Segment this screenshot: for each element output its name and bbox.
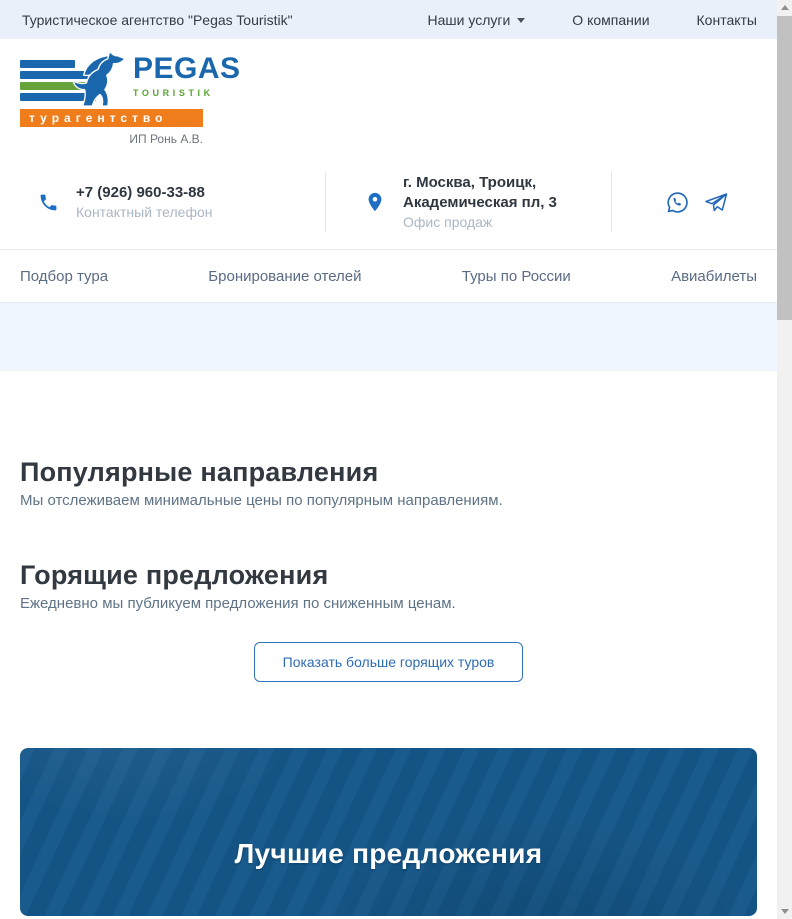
header bbox=[0, 39, 777, 232]
whatsapp-button[interactable] bbox=[664, 189, 690, 215]
main-content bbox=[0, 371, 777, 682]
hot-offers-title: Горящие предложения bbox=[20, 560, 329, 590]
chevron-down-icon bbox=[517, 18, 525, 23]
phone-label: Контактный телефон bbox=[76, 204, 213, 220]
topbar bbox=[0, 0, 777, 39]
phone-number[interactable]: +7 (926) 960-33-88 bbox=[76, 184, 205, 201]
address-label: Офис продаж bbox=[403, 214, 493, 230]
topnav-services-label: Наши услуги bbox=[427, 11, 511, 28]
topnav-about-label: О компании bbox=[572, 11, 650, 28]
messenger-links bbox=[664, 189, 729, 215]
scroll-up-arrow-icon[interactable] bbox=[777, 0, 792, 15]
pegasus-icon bbox=[70, 50, 132, 108]
show-more-hot-tours-button[interactable]: Показать больше горящих туров bbox=[254, 642, 524, 682]
hero-band bbox=[0, 303, 777, 371]
phone-block bbox=[38, 183, 325, 221]
topnav-item-services[interactable] bbox=[428, 12, 526, 28]
address-block bbox=[364, 173, 611, 231]
phone-texts bbox=[76, 183, 212, 221]
popular-subtitle: Мы отслеживаем минимальные цены по популярным направлениям. bbox=[20, 492, 503, 509]
menu-item-air-tickets[interactable]: Авиабилеты bbox=[671, 267, 757, 285]
whatsapp-icon bbox=[665, 190, 690, 215]
menu-item-hotel-booking[interactable]: Бронирование отелей bbox=[208, 267, 362, 285]
logo-mark bbox=[20, 52, 241, 107]
divider bbox=[611, 172, 612, 232]
brand-name: PEGAS bbox=[133, 52, 241, 85]
logo-banner: турагентство bbox=[20, 109, 203, 127]
divider bbox=[325, 172, 326, 232]
address-texts bbox=[403, 173, 557, 231]
topnav-item-contacts[interactable] bbox=[697, 12, 757, 28]
scrollbar-thumb[interactable] bbox=[777, 16, 792, 320]
topnav-contacts-label: Контакты bbox=[696, 11, 757, 28]
scroll-down-arrow-icon[interactable] bbox=[777, 904, 792, 919]
address-line1: г. Москва, Троицк, bbox=[403, 174, 537, 191]
logo-owner: ИП Ронь А.В. bbox=[129, 132, 203, 146]
topbar-nav bbox=[428, 12, 757, 28]
brand-text bbox=[133, 52, 241, 98]
contact-row bbox=[20, 172, 757, 232]
show-more-wrap bbox=[20, 642, 757, 682]
main-menu bbox=[0, 249, 777, 303]
menu-item-russia-tours[interactable]: Туры по России bbox=[461, 267, 571, 285]
phone-icon bbox=[38, 192, 59, 213]
telegram-icon bbox=[703, 190, 729, 215]
address-line2: Академическая пл, 3 bbox=[403, 194, 557, 211]
agency-title: Туристическое агентство "Pegas Touristik" bbox=[22, 11, 293, 28]
popular-title: Популярные направления bbox=[20, 457, 379, 487]
best-offers-title: Лучшие предложения bbox=[234, 838, 543, 869]
popular-section bbox=[20, 455, 757, 511]
hot-offers-section bbox=[20, 558, 757, 682]
location-pin-icon bbox=[364, 189, 386, 215]
scrollbar[interactable] bbox=[777, 0, 792, 919]
logo-stripe bbox=[20, 60, 75, 68]
telegram-button[interactable] bbox=[703, 189, 729, 215]
logo[interactable] bbox=[20, 52, 241, 146]
brand-subname: TOURISTIK bbox=[133, 88, 214, 98]
best-offers-banner bbox=[20, 748, 757, 916]
menu-item-tour-search[interactable]: Подбор тура bbox=[20, 267, 109, 285]
hot-offers-subtitle: Ежедневно мы публикуем предложения по сниженным ценам. bbox=[20, 595, 456, 612]
topnav-item-about[interactable] bbox=[572, 12, 649, 28]
